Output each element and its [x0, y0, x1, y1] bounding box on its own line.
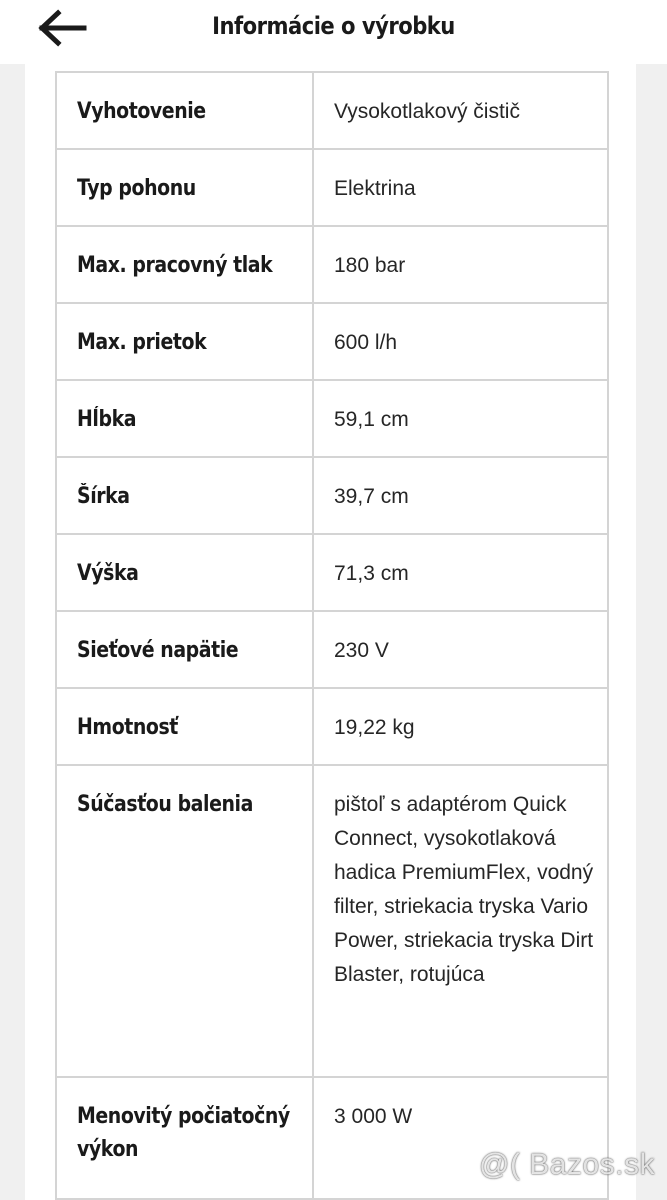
spec-value: pištoľ s adaptérom Quick Connect, vysokotlaková hadica PremiumFlex, vodný filter, striekacia tryska Vario Power, striekacia tryska Dirt Blaster, rotujúca	[334, 793, 594, 986]
spec-label: Hmotnosť	[77, 715, 178, 740]
spec-row-sietove-napatie	[56, 611, 608, 688]
spec-label: Max. prietok	[77, 330, 207, 355]
spec-row-max-prietok	[56, 303, 608, 380]
spec-row-hmotnost	[56, 688, 608, 765]
watermark: @( Bazos.sk	[479, 1148, 655, 1181]
spec-row-max-pracovny-tlak	[56, 226, 608, 303]
spec-value: 19,22 kg	[334, 716, 415, 739]
spec-label: Súčasťou balenia	[77, 792, 253, 817]
spec-value: 3 000 W	[334, 1105, 413, 1128]
spec-label: Menovitý počiatočný výkon	[77, 1104, 290, 1162]
spec-value: 180 bar	[334, 254, 406, 277]
spec-value: 59,1 cm	[334, 408, 409, 431]
spec-value: Elektrina	[334, 177, 416, 200]
spec-label: Hĺbka	[77, 407, 137, 432]
spec-row-sirka	[56, 457, 608, 534]
spec-row-hlbka	[56, 380, 608, 457]
spec-row-typ-pohonu	[56, 149, 608, 226]
spec-label: Šírka	[77, 484, 130, 509]
spec-row-sucastou-balenia	[56, 765, 608, 1077]
spec-card	[25, 64, 636, 1200]
spec-row-vyska	[56, 534, 608, 611]
spec-label: Max. pracovný tlak	[77, 253, 273, 278]
content-area[interactable]	[0, 64, 667, 1200]
spec-row-vyhotovenie	[56, 72, 608, 149]
spec-label: Vyhotovenie	[77, 99, 206, 124]
spec-label: Typ pohonu	[77, 176, 196, 201]
spec-value: 39,7 cm	[334, 485, 409, 508]
spec-value: 230 V	[334, 639, 389, 662]
spec-table	[55, 71, 609, 1200]
spec-value: 600 l/h	[334, 331, 398, 354]
spec-value: Vysokotlakový čistič	[334, 100, 520, 123]
page-title: Informácie o výrobku	[212, 12, 455, 40]
top-bar	[0, 0, 667, 64]
spec-value: 71,3 cm	[334, 562, 409, 585]
spec-label: Sieťové napätie	[77, 638, 239, 663]
spec-label: Výška	[77, 561, 139, 586]
